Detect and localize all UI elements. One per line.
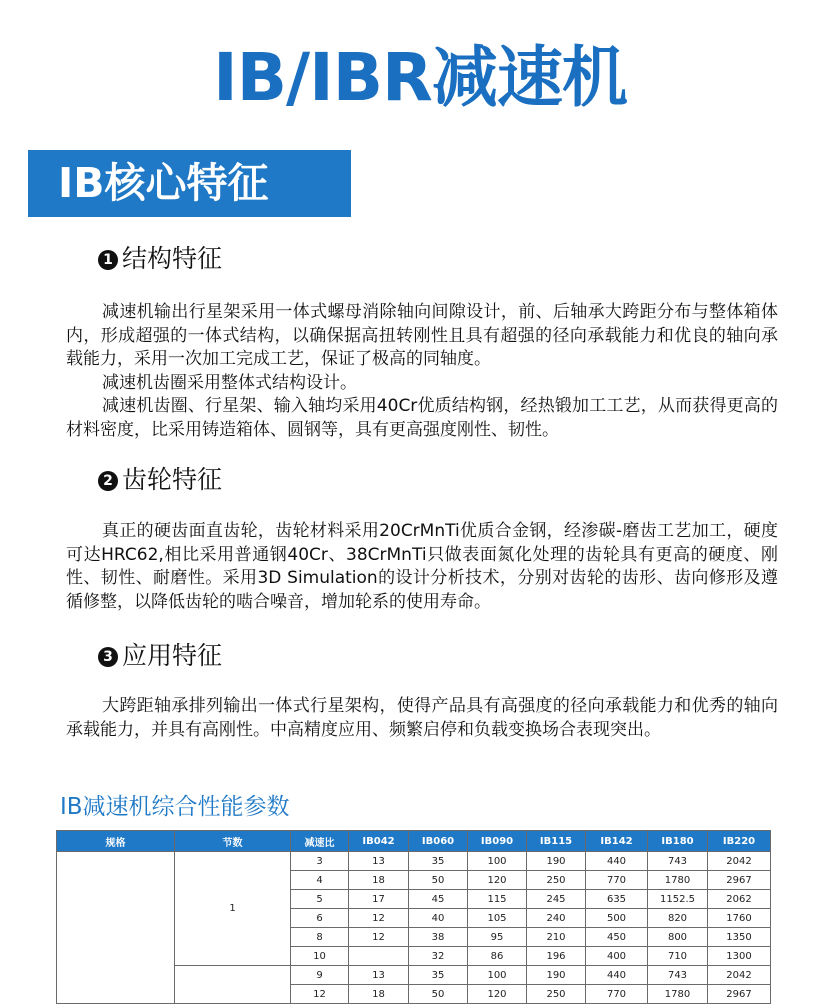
value-cell: 196	[527, 947, 586, 966]
page-title: IB/IBR减速机	[213, 39, 627, 116]
value-cell: 710	[648, 947, 708, 966]
value-cell: 12	[349, 909, 409, 928]
spec-cell	[57, 852, 175, 1004]
value-cell: 35	[409, 966, 468, 985]
value-cell	[349, 947, 409, 966]
value-cell: 190	[527, 852, 586, 871]
value-cell: 45	[409, 890, 468, 909]
value-cell: 86	[468, 947, 527, 966]
ratio-cell: 3	[291, 852, 349, 871]
value-cell: 17	[349, 890, 409, 909]
feature-heading-label: 结构特征	[122, 244, 223, 273]
value-cell: 1152.5	[648, 890, 708, 909]
table-title: IB减速机综合性能参数	[60, 794, 290, 820]
paragraph: 真正的硬齿面直齿轮，齿轮材料采用20CrMnTi优质合金钢，经渗碳-磨齿工艺加工，硬度可达HRC62,相比采用普通钢40Cr、38CrMnTi只做表面氮化处理的齿轮具有更高的硬度、刚性、韧性、耐磨性。采用3D Simulation的设计分析技术，分别对齿轮的齿形、齿向修形及遵循修整，以降低齿轮的啮合噪音，增加轮系的使用寿命。	[66, 521, 778, 612]
value-cell: 35	[409, 852, 468, 871]
value-cell: 250	[527, 985, 586, 1004]
value-cell: 250	[527, 871, 586, 890]
paragraph: 减速机齿圈、行星架、输入轴均采用40Cr优质结构钢，经热锻加工工艺，从而获得更高的材料密度，比采用铸造箱体、圆钢等，具有更高强度刚性、韧性。	[66, 396, 778, 440]
header-cell: IB060	[409, 831, 468, 852]
value-cell: 770	[586, 985, 648, 1004]
value-cell: 95	[468, 928, 527, 947]
paragraph: 减速机输出行星架采用一体式螺母消除轴向间隙设计，前、后轴承大跨距分布与整体箱体内，形成超强的一体式结构，以确保据高扭转刚性且具有超强的径向承载能力和优良的轴向承载能力，采用一次加工完成工艺，保证了极高的同轴度。	[66, 302, 778, 369]
header-cell: 节数	[175, 831, 291, 852]
value-cell: 1780	[648, 985, 708, 1004]
section-title: IB核心特征	[58, 159, 269, 207]
value-cell: 105	[468, 909, 527, 928]
value-cell: 50	[409, 985, 468, 1004]
value-cell: 1300	[708, 947, 771, 966]
value-cell: 245	[527, 890, 586, 909]
value-cell: 770	[586, 871, 648, 890]
feature-text-structure	[66, 301, 778, 442]
paragraph: 大跨距轴承排列输出一体式行星架构，使得产品具有高强度的径向承载能力和优秀的轴向承载能力，并具有高刚性。中高精度应用、频繁启停和负载变换场合表现突出。	[66, 696, 778, 740]
stage-cell: 1	[175, 852, 291, 966]
value-cell: 635	[586, 890, 648, 909]
value-cell: 120	[468, 871, 527, 890]
feature-heading-structure	[98, 244, 222, 274]
value-cell: 1350	[708, 928, 771, 947]
value-cell: 2062	[708, 890, 771, 909]
paragraph: 减速机齿圈采用整体式结构设计。	[102, 372, 357, 393]
feature-heading-gear	[98, 465, 222, 495]
value-cell: 743	[648, 966, 708, 985]
value-cell: 440	[586, 966, 648, 985]
header-cell: IB142	[586, 831, 648, 852]
value-cell: 2967	[708, 985, 771, 1004]
value-cell: 13	[349, 966, 409, 985]
value-cell: 2042	[708, 852, 771, 871]
number-badge-icon: 2	[98, 471, 118, 491]
value-cell: 115	[468, 890, 527, 909]
value-cell: 18	[349, 985, 409, 1004]
value-cell: 120	[468, 985, 527, 1004]
table-row	[57, 852, 771, 871]
feature-text-application	[66, 695, 778, 742]
value-cell: 2042	[708, 966, 771, 985]
feature-heading-label: 应用特征	[122, 641, 223, 670]
value-cell: 100	[468, 852, 527, 871]
value-cell: 38	[409, 928, 468, 947]
value-cell: 2967	[708, 871, 771, 890]
header-cell: IB042	[349, 831, 409, 852]
ratio-cell: 8	[291, 928, 349, 947]
stage-cell	[175, 966, 291, 1004]
header-cell: IB180	[648, 831, 708, 852]
ratio-cell: 9	[291, 966, 349, 985]
value-cell: 400	[586, 947, 648, 966]
value-cell: 12	[349, 928, 409, 947]
value-cell: 743	[648, 852, 708, 871]
value-cell: 40	[409, 909, 468, 928]
value-cell: 240	[527, 909, 586, 928]
header-cell: 减速比	[291, 831, 349, 852]
value-cell: 800	[648, 928, 708, 947]
ratio-cell: 10	[291, 947, 349, 966]
value-cell: 440	[586, 852, 648, 871]
header-cell: 规格	[57, 831, 175, 852]
value-cell: 450	[586, 928, 648, 947]
value-cell: 18	[349, 871, 409, 890]
value-cell: 32	[409, 947, 468, 966]
ratio-cell: 5	[291, 890, 349, 909]
number-badge-icon: 3	[98, 647, 118, 667]
value-cell: 190	[527, 966, 586, 985]
value-cell: 1760	[708, 909, 771, 928]
header-cell: IB090	[468, 831, 527, 852]
value-cell: 50	[409, 871, 468, 890]
feature-text-gear	[66, 520, 778, 614]
header-cell: IB115	[527, 831, 586, 852]
ratio-cell: 4	[291, 871, 349, 890]
value-cell: 500	[586, 909, 648, 928]
value-cell: 1780	[648, 871, 708, 890]
ratio-cell: 12	[291, 985, 349, 1004]
ratio-cell: 6	[291, 909, 349, 928]
feature-heading-application	[98, 641, 222, 671]
value-cell: 210	[527, 928, 586, 947]
value-cell: 820	[648, 909, 708, 928]
feature-heading-label: 齿轮特征	[122, 465, 223, 494]
value-cell: 13	[349, 852, 409, 871]
table-header-row	[57, 831, 771, 852]
spec-table	[56, 830, 771, 1004]
value-cell: 100	[468, 966, 527, 985]
header-cell: IB220	[708, 831, 771, 852]
number-badge-icon: 1	[98, 250, 118, 270]
section-banner	[28, 150, 351, 217]
